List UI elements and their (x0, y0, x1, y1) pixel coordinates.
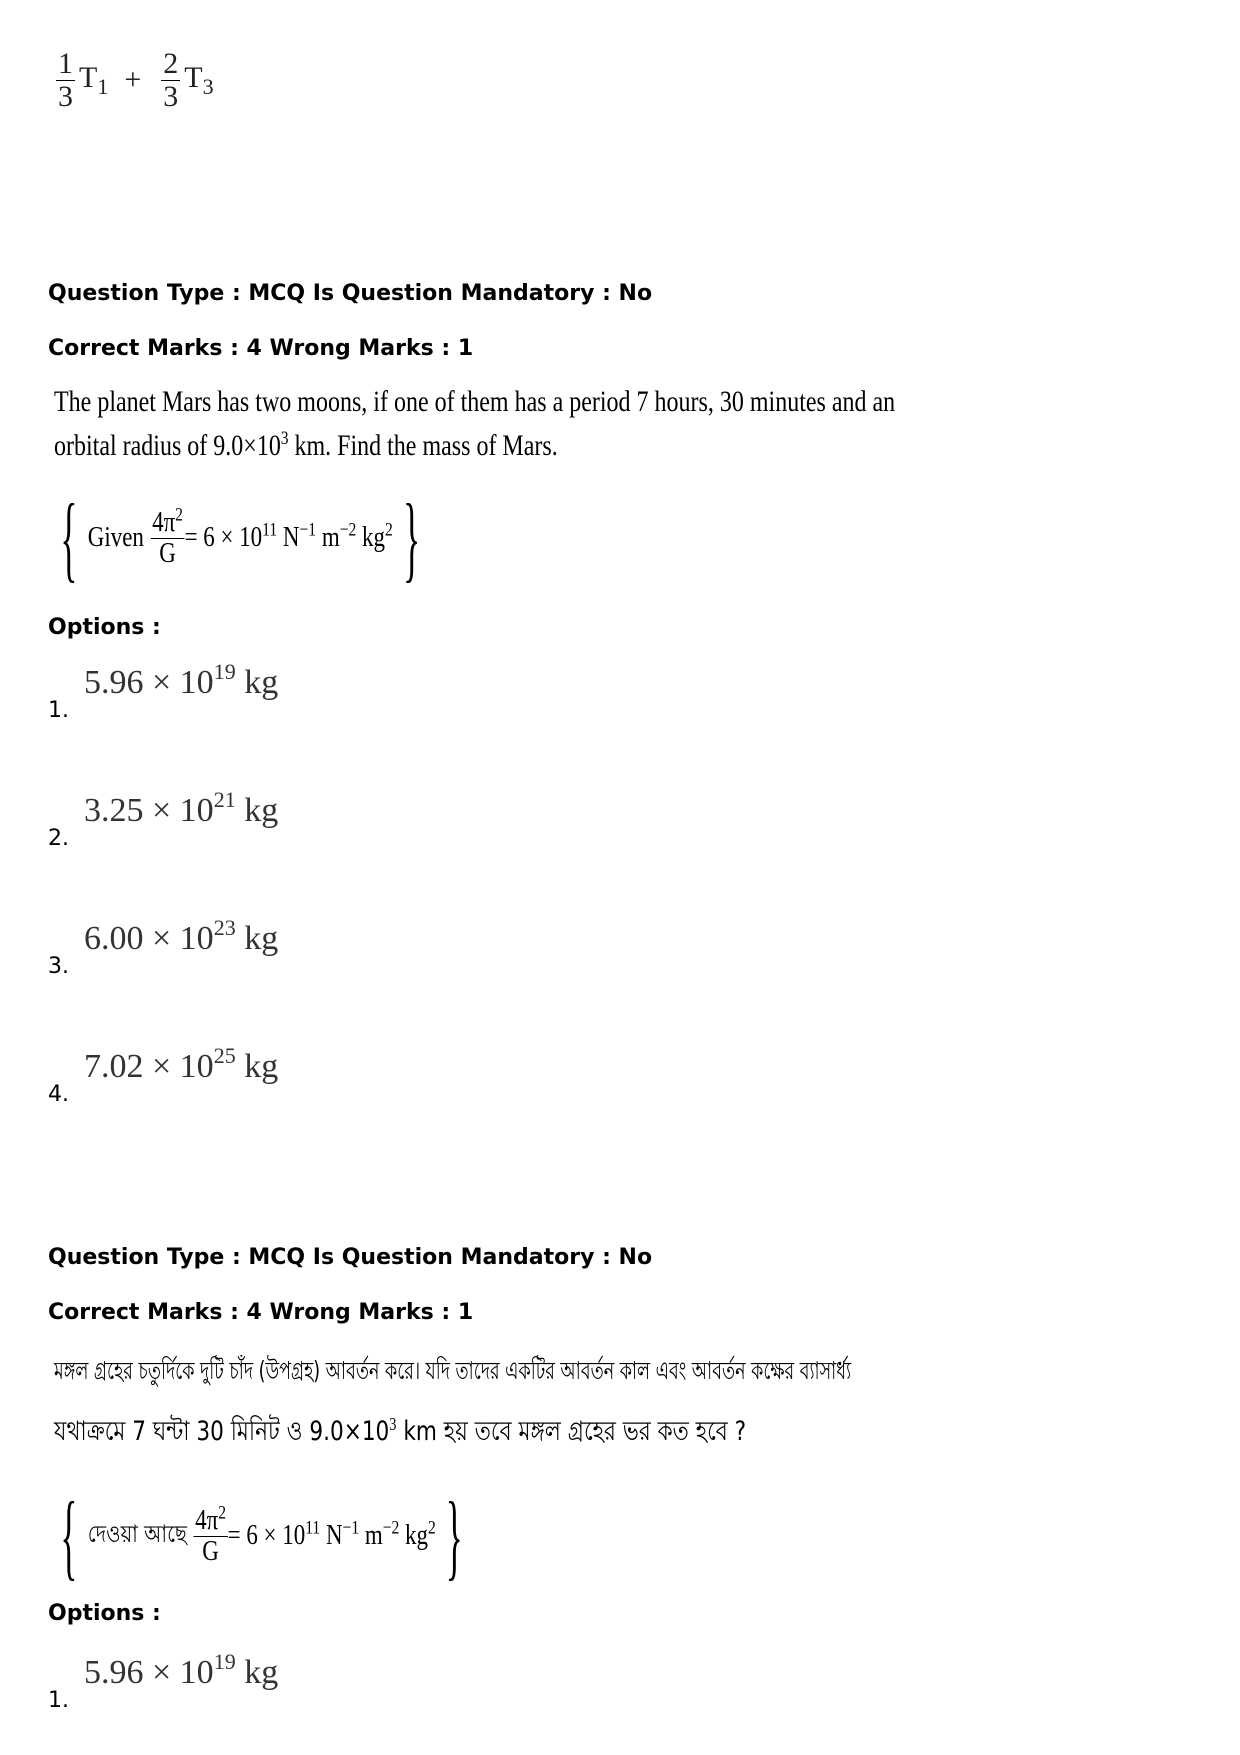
q1-option-number: 2. (48, 826, 69, 851)
rhs-text: = 6 × 10 (227, 1520, 306, 1551)
exponent: 19 (213, 1648, 236, 1674)
q2-marks-line: Correct Marks : 4 Wrong Marks : 1 (48, 1300, 474, 1325)
exponent: 25 (213, 1042, 236, 1068)
text-part: orbital radius of 9.0×10 (54, 429, 281, 462)
text-part: যথাক্রমে 7 ঘন্টা 30 মিনিট ও 9.0×10 (54, 1416, 390, 1447)
right-brace: } (446, 1482, 464, 1589)
text-part: km. Find the mass of Mars. (288, 429, 558, 462)
mantissa: 7.02 × 10 (84, 1048, 214, 1085)
exponent: 23 (213, 914, 236, 940)
unit-n: N (277, 522, 300, 553)
q2-type-line: Question Type : MCQ Is Question Mandatory : No (48, 1245, 653, 1270)
given-fraction (194, 1502, 228, 1567)
exponent: 2 (428, 1517, 436, 1539)
rhs-text: = 6 × 10 (184, 522, 263, 553)
denominator: 3 (163, 79, 179, 113)
num-text: 4π (195, 1505, 219, 1537)
exponent: −2 (339, 519, 357, 541)
unit: kg (235, 1048, 279, 1085)
given-fraction (150, 504, 184, 569)
unit: kg (235, 920, 279, 957)
mantissa: 6.00 × 10 (84, 920, 214, 957)
given-rhs (184, 519, 393, 554)
denominator: G (202, 1535, 219, 1567)
unit-kg: kg (356, 522, 385, 553)
q1-option-number: 3. (48, 954, 69, 979)
q1-option-value[interactable] (84, 914, 279, 958)
denominator: G (159, 537, 176, 569)
q1-type-line: Question Type : MCQ Is Question Mandatory : No (48, 281, 653, 306)
mantissa: 5.96 × 10 (84, 664, 214, 701)
q1-option-value[interactable] (84, 1042, 279, 1086)
given-word: দেওয়া আছে (87, 1520, 187, 1548)
plus-sign: + (124, 63, 142, 96)
text-part: km হয় তবে মঙ্গল গ্রহের ভর কত হবে ? (396, 1416, 747, 1447)
q2-given-block (50, 1482, 474, 1589)
numerator: 1 (58, 47, 73, 80)
q1-option-value[interactable] (84, 786, 279, 830)
numerator (194, 1502, 228, 1537)
exponent: 21 (213, 786, 236, 812)
given-word: Given (87, 522, 144, 553)
unit-n: N (320, 1520, 343, 1551)
left-brace: { (60, 484, 78, 591)
exponent: 3 (389, 1414, 397, 1434)
exponent: 2 (175, 504, 183, 526)
q1-text-line2 (54, 428, 558, 464)
unit: kg (235, 1654, 279, 1691)
q1-option-number: 1. (48, 698, 69, 723)
exponent: 11 (305, 1517, 321, 1539)
unit: kg (235, 792, 279, 829)
unit-m: m (359, 1520, 383, 1551)
unit-kg: kg (399, 1520, 429, 1551)
q2-options-label: Options : (48, 1601, 161, 1626)
q2-option-value[interactable] (84, 1648, 279, 1692)
q2-option-number: 1. (48, 1688, 69, 1713)
q1-text-line1: The planet Mars has two moons, if one of them has a period 7 hours, 30 minutes and an (54, 385, 896, 418)
exponent: 19 (213, 658, 236, 684)
numerator (150, 504, 184, 539)
exponent: 2 (384, 519, 393, 541)
term-t3 (184, 61, 213, 100)
mantissa: 5.96 × 10 (84, 1654, 214, 1691)
denominator: 3 (58, 79, 73, 113)
exponent: 2 (218, 1502, 227, 1524)
top-formula (56, 48, 214, 112)
left-brace: { (60, 1482, 78, 1589)
subscript: 3 (202, 73, 214, 99)
exponent: −2 (382, 1517, 400, 1539)
exponent: −1 (342, 1517, 360, 1539)
subscript: 1 (97, 73, 109, 99)
exponent: −1 (299, 519, 317, 541)
term-t1 (79, 61, 108, 100)
num-text: 4π (152, 507, 176, 539)
q1-given-block (50, 484, 431, 591)
q1-marks-line: Correct Marks : 4 Wrong Marks : 1 (48, 336, 474, 361)
numerator: 2 (163, 47, 179, 80)
q2-text-line1: মঙ্গল গ্রহের চতুর্দিকে দুটি চাঁদ (উপগ্রহ) আবর্তন করে। যদি তাদের একটির আবর্তন কাল এবং আবর্তন কক্ষের ব্যাসার্ধ্য (54, 1356, 852, 1385)
q1-option-number: 4. (48, 1082, 69, 1107)
q2-text-line2 (54, 1414, 746, 1448)
unit: kg (235, 664, 279, 701)
fraction-one-third (56, 48, 75, 112)
fraction-two-thirds (161, 48, 180, 112)
t-symbol: T (79, 60, 98, 94)
q1-option-value[interactable] (84, 658, 279, 702)
exponent: 11 (262, 519, 278, 541)
right-brace: } (403, 484, 421, 591)
q1-options-label: Options : (48, 615, 161, 640)
given-rhs (227, 1517, 436, 1552)
unit-m: m (316, 522, 340, 553)
exponent: 3 (280, 428, 289, 449)
t-symbol: T (184, 60, 203, 94)
mantissa: 3.25 × 10 (84, 792, 214, 829)
